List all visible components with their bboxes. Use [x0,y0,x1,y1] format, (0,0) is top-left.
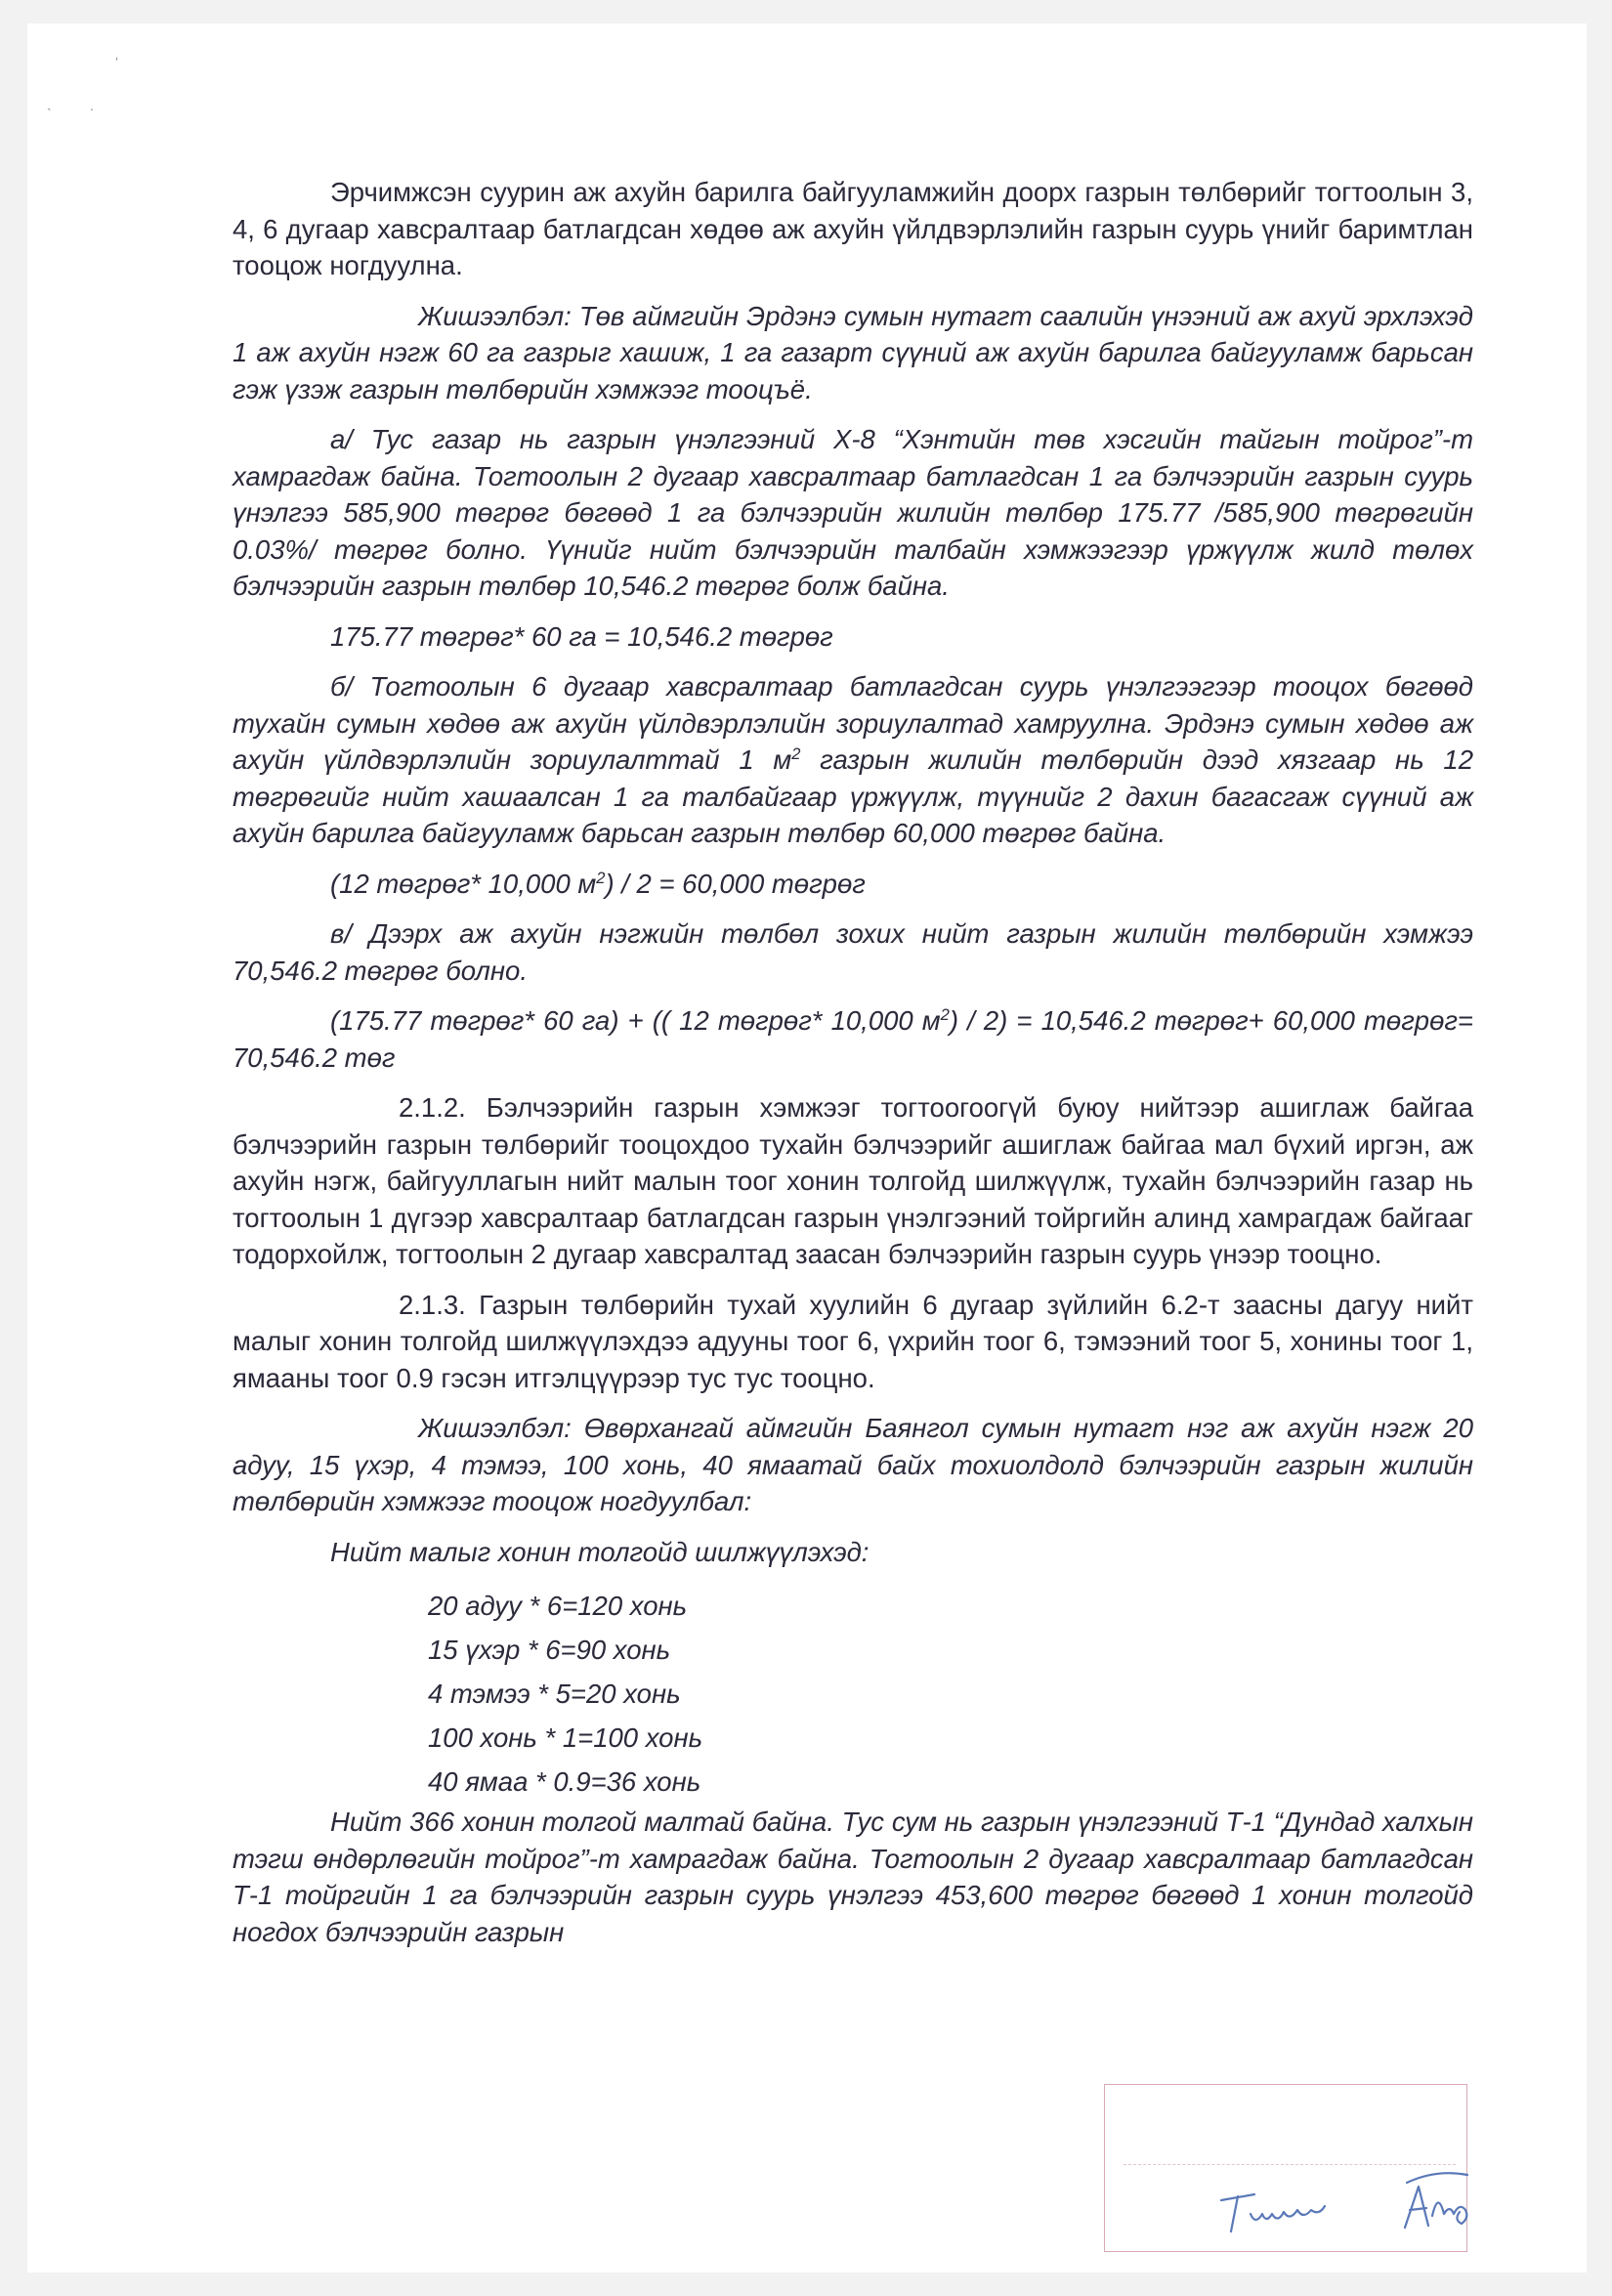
paragraph-c: в/ Дээрх аж ахуйн нэгжийн төлбөл зохих нийт газрын жилийн төлбөрийн хэмжээ 70,546.2 төгрөг болно. [233,918,1473,986]
formula-c-part-2: ) / 2) = 10,546.2 төгрөг+ 60,000 төгрөг= 70,546.2 төг [233,1005,1473,1073]
list-item: 15 үхэр * 6=90 хонь [428,1635,671,1665]
formula-b-part-2: ) / 2 = 60,000 төгрөг [605,868,866,899]
paragraph-total: Нийт 366 хонин толгой малтай байна. Тус сум нь газрын үнэлгээний Т-1 “Дундад халхын тэгш өндөрлөгийн тойрог”-т хамрагдаж байна. Тогтоолын 2 дугаар хавсралтаар батлагдсан Т-1 тойргийн 1 га бэлчээрийн газрын суурь үнэлгээ 453,600 төгрөг бөгөөд 1 хонин толгойд ногдох бэлчээрийн газрын [233,1807,1473,1947]
scan-speck: . [90,98,94,113]
paragraph-b-text-1: б/ Тогтоолын 6 дугаар хавсралтаар батлагдсан суурь үнэлгээгээр тооцох бөгөөд тухайн сумын хөдөө аж ахуйн үйлдвэрлэлийн зориулалтад хамруулна. Эрдэнэ сумын хөдөө аж ахуйн үйлдвэрлэлийн зориулалттай 1 м [233,671,1473,775]
paragraph-b [233,668,1473,852]
paragraph-intro: Эрчимжсэн суурин аж ахуйн барилга байгууламжийн доорх газрын төлбөрийг тогтоолын 3, 4, 6 дугаар хавсралтаар батлагдсан хөдөө аж ахуйн үйлдвэрлэлийн газрын суурь үнийг баримтлан тооцож ногдуулна. [233,177,1473,280]
list-item: 40 ямаа * 0.9=36 хонь [428,1766,701,1797]
paragraph-2-1-2: 2.1.2. Бэлчээрийн газрын хэмжээг тогтоогоогүй буюу нийтээр ашиглаж байгаа бэлчээрийн газрын төлбөрийг тооцохдоо тухайн бэлчээрийг ашиглаж байгаа мал бүхий иргэн, аж ахуйн нэгж, байгууллагын нийт малын тоог хонин толгойд шилжүүлж, тухайн бэлчээрийн газар нь тогтоолын 1 дүгээр хавсралтаар батлагдсан газрын үнэлгээний тойргийн алинд хамрагдаж байгааг тодорхойлж, тогтоолын 2 дугаар хавсралтад заасан бэлчээрийн газрын суурь үнээр тооцно. [233,1092,1473,1269]
superscript: 2 [596,869,606,887]
conversion-heading: Нийт малыг хонин толгойд шилжүүлэхэд: [330,1536,870,1567]
paragraph-example-1: Жишээлбэл: Төв аймгийн Эрдэнэ сумын нутагт саалийн үнээний аж ахуй эрхлэхэд 1 аж ахуйн нэгж 60 га газрыг хашиж, 1 га газарт сүүний аж ахуйн барилга байгууламж барьсан гэж үзэж газрын төлбөрийн хэмжээг тооцъё. [233,300,1473,404]
document-body [233,174,1473,1950]
list-item: 4 тэмээ * 5=20 хонь [428,1679,681,1709]
paragraph-example-2: Жишээлбэл: Өвөрхангай аймгийн Баянгол сумын нутагт нэг аж ахуйн нэгж 20 адуу, 15 үхэр, 4 тэмээ, 100 хонь, 40 ямаатай байх тохиолдолд бэлчээрийн газрын жилийн төлбөрийн хэмжээг тооцож ногдуулбал: [233,1413,1473,1516]
paragraph-a: а/ Тус газар нь газрын үнэлгээний Х-8 “Хэнтийн төв хэсгийн тайгын тойрог”-т хамрагдаж байна. Тогтоолын 2 дугаар хавсралтаар батлагдсан 1 га бэлчээрийн газрын суурь үнэлгээ 585,900 төгрөг бөгөөд 1 га бэлчээрийн жилийн төлбөр 175.77 /585,900 төгрөгийн 0.03%/ төгрөг болно. Үүнийг нийт бэлчээрийн талбайн хэмжээгээр үржүүлж жилд төлөх бэлчээрийн газрын төлбөр 10,546.2 төгрөг болж байна. [233,424,1473,601]
formula-c [233,1002,1473,1076]
handwritten-signature [1211,2159,1485,2247]
list-item: 100 хонь * 1=100 хонь [428,1722,703,1753]
paragraph-2-1-3: 2.1.3. Газрын төлбөрийн тухай хуулийн 6 дугаар зүйлийн 6.2-т заасны дагуу нийт малыг хонин толгойд шилжүүлэхдээ адууны тоог 6, үхрийн тоог 6, тэмээний тоог 5, хонины тоог 1, ямааны тоог 0.9 гэсэн итгэлцүүрээр тус тус тооцно. [233,1289,1473,1393]
conversion-list [233,1584,1473,1804]
scan-speck: ` [47,106,52,121]
superscript: 2 [791,744,801,763]
formula-c-part-1: (175.77 төгрөг* 60 га) + (( 12 төгрөг* 10,000 м [330,1005,941,1036]
formula-a: 175.77 төгрөг* 60 га = 10,546.2 төгрөг [330,620,833,652]
paragraph-b-text-2: газрын жилийн төлбөрийн дээд хязгаар нь 12 төгрөгийг нийт хашаалсан 1 га талбайгаар үржүүлж, түүнийг 2 дахин багасгаж сүүний аж ахуйн барилга байгууламж барьсан газрын төлбөр 60,000 төгрөг байна. [233,744,1473,848]
formula-b [233,866,1473,903]
formula-b-part-1: (12 төгрөг* 10,000 м [330,868,597,899]
scan-speck: ‘ [115,54,119,69]
superscript: 2 [940,1005,950,1024]
list-item: 20 адуу * 6=120 хонь [428,1591,688,1621]
